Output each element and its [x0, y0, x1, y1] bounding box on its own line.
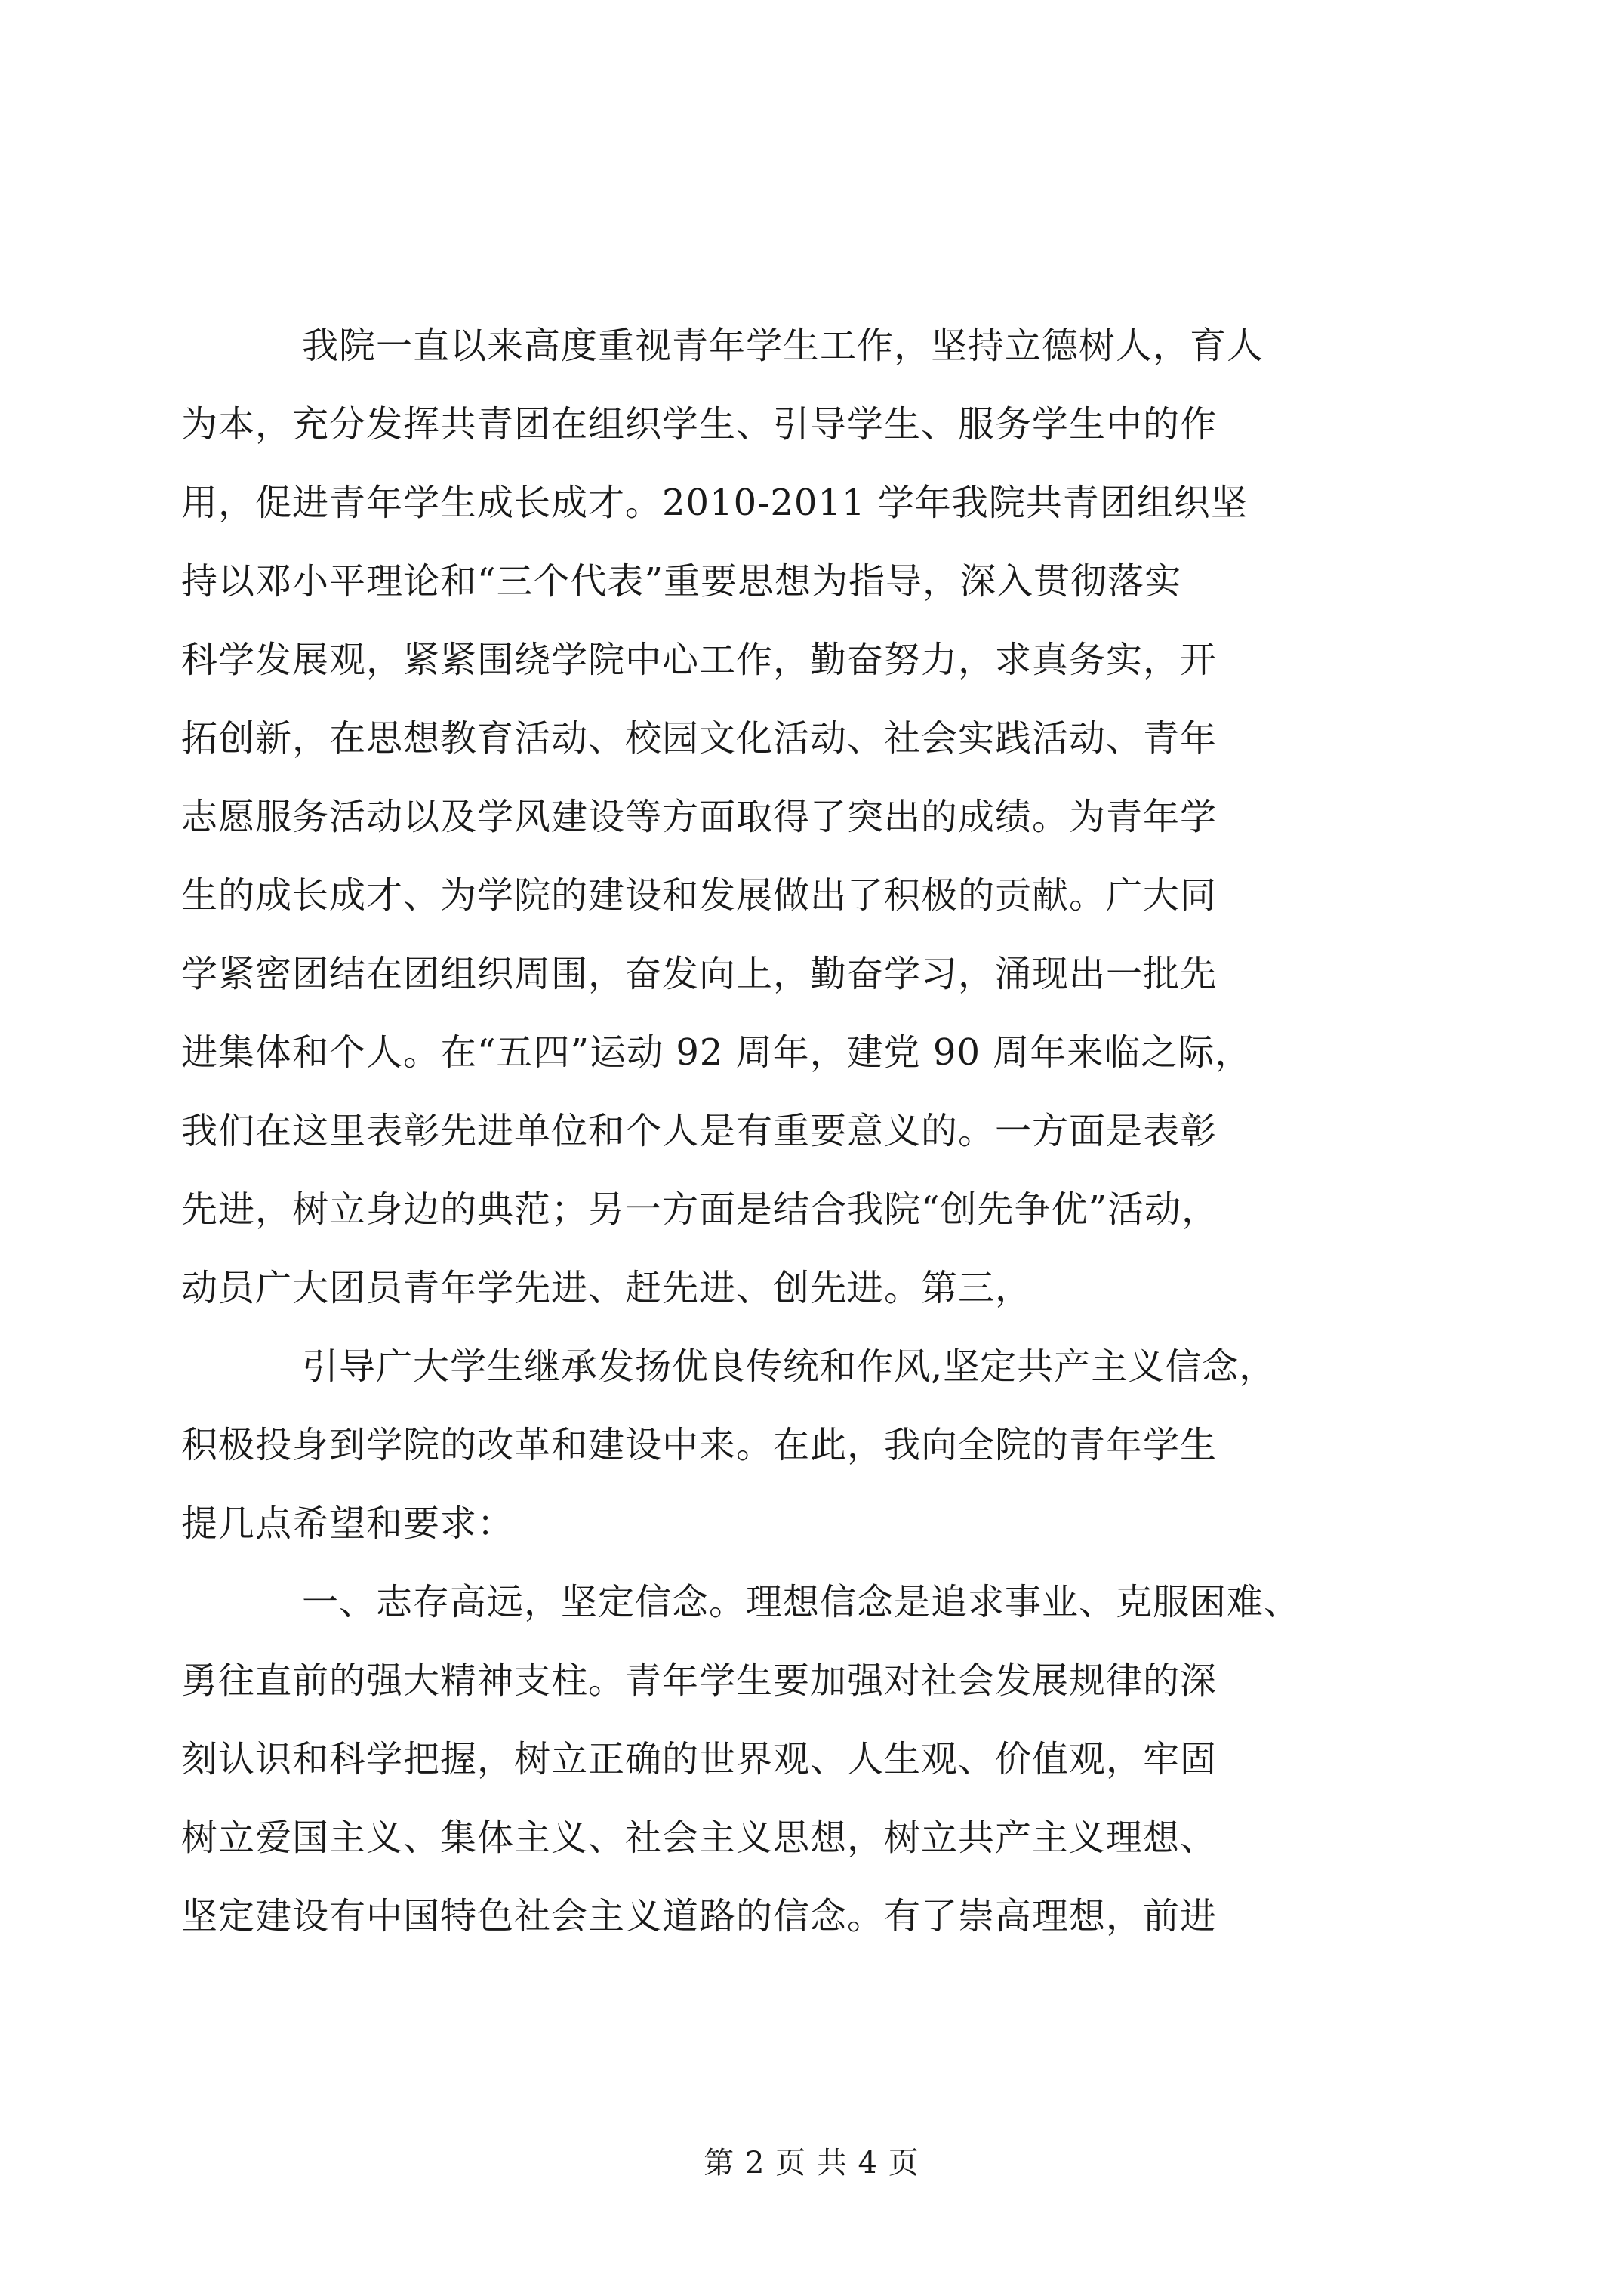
text-line: 拓创新，在思想教育活动、校园文化活动、社会实践活动、青年	[181, 717, 1218, 760]
paragraph-1	[181, 307, 1449, 1327]
text-line: 树立爱国主义、集体主义、社会主义思想，树立共产主义理想、	[181, 1817, 1218, 1859]
text-line: 生的成长成才、为学院的建设和发展做出了积极的贡献。广大同	[181, 874, 1218, 917]
text-line: 动员广大团员青年学先进、赶先进、创先进。第三，	[181, 1267, 1033, 1309]
paragraph-3	[181, 1563, 1449, 1955]
text-line: 我院一直以来高度重视青年学生工作，坚持立德树人，育人	[302, 325, 1264, 367]
text-line: 持以邓小平理论和“三个代表”重要思想为指导，深入贯彻落实	[181, 560, 1182, 603]
paragraph-2	[181, 1327, 1449, 1563]
document-body	[181, 307, 1449, 1955]
text-line: 我们在这里表彰先进单位和个人是有重要意义的。一方面是表彰	[181, 1110, 1218, 1152]
page-footer: 第 2 页 共 4 页	[704, 2146, 919, 2180]
text-line: 学紧密团结在团组织周围，奋发向上，勤奋学习，涌现出一批先	[181, 953, 1218, 995]
text-line: 提几点希望和要求：	[181, 1502, 515, 1545]
text-line: 一、志存高远，坚定信念。理想信念是追求事业、克服困难、	[302, 1581, 1301, 1623]
text-line: 坚定建设有中国特色社会主义道路的信念。有了崇高理想，前进	[181, 1895, 1218, 1937]
text-line: 志愿服务活动以及学风建设等方面取得了突出的成绩。为青年学	[181, 796, 1218, 838]
text-line: 刻认识和科学把握，树立正确的世界观、人生观、价值观，牢固	[181, 1738, 1218, 1780]
text-line: 为本，充分发挥共青团在组织学生、引导学生、服务学生中的作	[181, 403, 1218, 445]
text-line: 引导广大学生继承发扬优良传统和作风,坚定共产主义信念，	[302, 1345, 1277, 1388]
text-line: 科学发展观，紧紧围绕学院中心工作，勤奋努力，求真务实，开	[181, 639, 1218, 681]
text-line: 先进，树立身边的典范；另一方面是结合我院“创先争优”活动，	[181, 1188, 1219, 1231]
text-line: 进集体和个人。在“五四”运动 92 周年，建党 90 周年来临之际，	[181, 1031, 1252, 1074]
text-line: 用，促进青年学生成长成才。2010-2011 学年我院共青团组织坚	[181, 482, 1248, 524]
text-line: 积极投身到学院的改革和建设中来。在此，我向全院的青年学生	[181, 1424, 1218, 1466]
text-line: 勇往直前的强大精神支柱。青年学生要加强对社会发展规律的深	[181, 1660, 1218, 1702]
